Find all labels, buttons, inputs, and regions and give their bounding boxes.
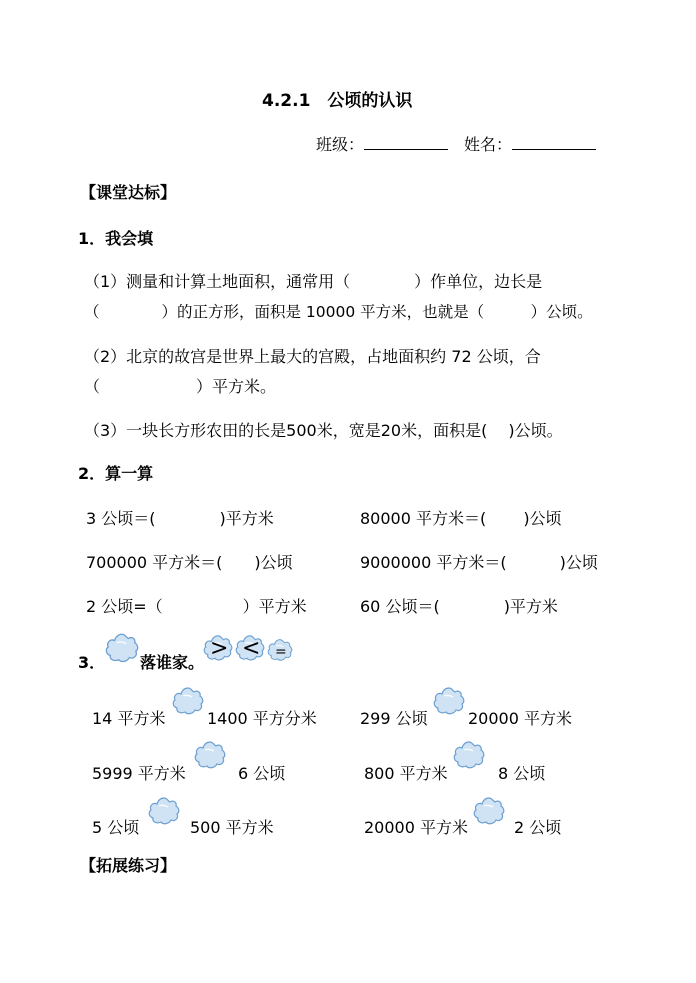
snowflake-icon [104, 632, 140, 664]
q2-item: 80000 平方米＝( )公顷 [360, 509, 562, 528]
q1-line: （ ）平方米。 [84, 377, 277, 396]
q1-line: （2）北京的故宫是世界上最大的宫殿，占地面积约 72 公顷，合 [84, 347, 541, 366]
greater-than-symbol: > [210, 636, 229, 661]
snowflake-answer-icon[interactable] [147, 796, 181, 826]
compare-right: 20000 平方米 [468, 709, 572, 728]
compare-right: 6 公顷 [238, 764, 286, 783]
compare-right: 500 平方米 [190, 818, 274, 837]
q2-item: 2 公顷=（ ）平方米 [86, 597, 307, 616]
q2-item: 700000 平方米＝( )公顷 [86, 553, 293, 572]
snowflake-answer-icon[interactable] [432, 686, 466, 716]
section-classroom: 【课堂达标】 [80, 183, 177, 202]
snowflake-answer-icon[interactable] [171, 686, 205, 716]
compare-left: 299 公顷 [360, 709, 428, 728]
snowflake-answer-icon[interactable] [193, 740, 227, 770]
q3-heading-text: 落谁家。 [140, 653, 205, 672]
compare-left: 800 平方米 [364, 764, 448, 783]
name-label: 姓名： [464, 135, 513, 154]
compare-right: 2 公顷 [514, 818, 562, 837]
less-than-symbol: < [242, 636, 261, 661]
q1-line: （ ）的正方形，面积是 10000 平方米，也就是（ ）公顷。 [84, 303, 593, 321]
q2-heading: 2．算一算 [78, 464, 154, 483]
class-blank[interactable] [364, 149, 448, 150]
snowflake-answer-icon[interactable] [472, 796, 506, 826]
name-field [464, 132, 596, 155]
class-label: 班级： [316, 135, 365, 154]
q1-line: （3）一块长方形农田的长是500米，宽是20米，面积是( )公顷。 [84, 421, 563, 440]
snowflake-answer-icon[interactable] [452, 740, 486, 770]
q3-heading-prefix: 3． [78, 653, 106, 672]
compare-left: 5999 平方米 [92, 764, 186, 783]
q2-item: 9000000 平方米＝( )公顷 [360, 553, 598, 572]
q2-item: 60 公顷＝( )平方米 [360, 597, 558, 616]
compare-left: 20000 平方米 [364, 818, 468, 837]
compare-right: 1400 平方分米 [207, 709, 317, 728]
compare-right: 8 公顷 [498, 764, 546, 783]
compare-left: 5 公顷 [92, 818, 140, 837]
q1-heading: 1．我会填 [78, 229, 154, 248]
q1-line: （1）测量和计算土地面积，通常用（ ）作单位，边长是 [84, 272, 543, 291]
compare-left: 14 平方米 [92, 709, 166, 728]
page-title: 4.2.1 公顷的认识 [262, 91, 413, 111]
name-blank[interactable] [512, 149, 596, 150]
section-extension: 【拓展练习】 [80, 856, 177, 875]
q2-item: 3 公顷＝( )平方米 [86, 509, 274, 528]
class-field [316, 132, 448, 155]
equals-symbol: = [275, 644, 287, 660]
